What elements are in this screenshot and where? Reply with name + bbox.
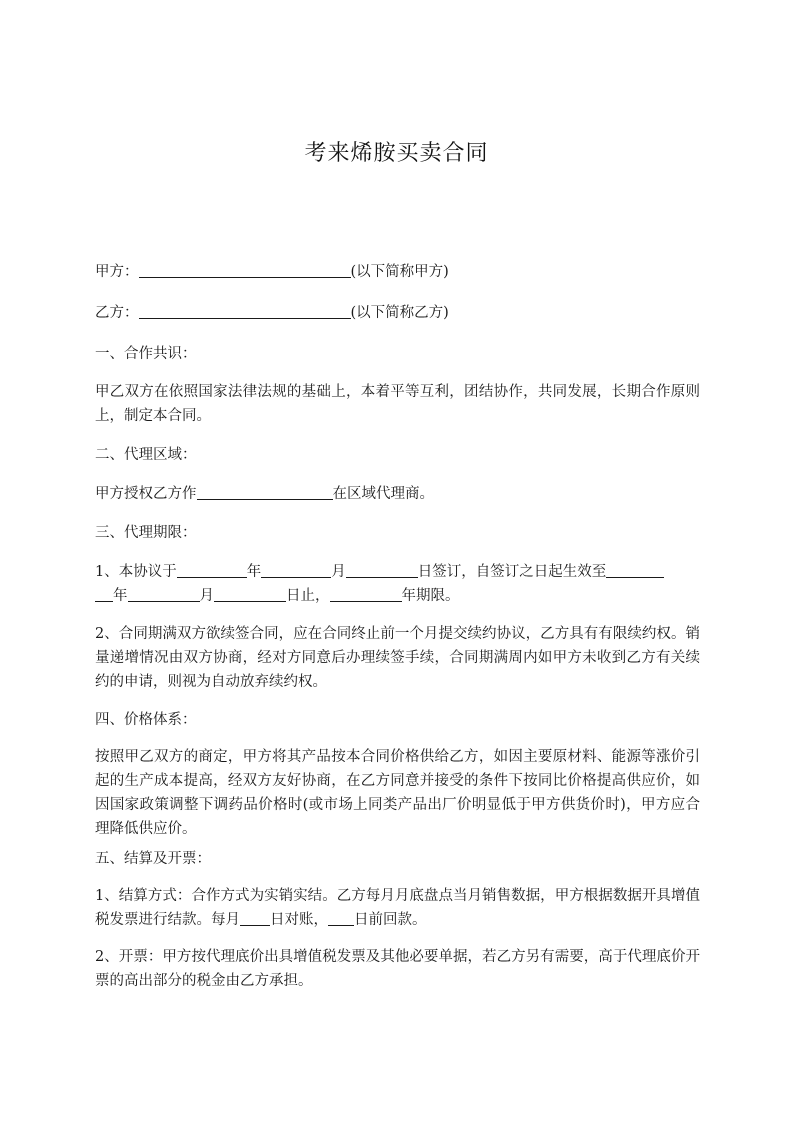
page-title: 考来烯胺买卖合同 [304, 141, 489, 166]
term-text-8: 年期限。 [401, 588, 460, 604]
settlement-text-2: 日对账， [270, 912, 328, 928]
term-clause2: 2、合同期满双方欲续签合同，应在合同终止前一个月提交续约协议，乙方具有有限续约权。销量递增情况由双方协商，经对方同意后办理续签手续，合同期满周内如甲方未收到乙方有关续约的申请，则视为自动放弃续约权。 [95, 626, 700, 690]
end-month-blank [128, 585, 200, 602]
party-b-line [95, 301, 449, 325]
term-text-7: 日止， [286, 588, 330, 604]
term-years-blank [330, 585, 402, 602]
section2-suffix: 在区域代理商。 [332, 486, 434, 502]
term-text-2: 年 [246, 564, 262, 580]
sign-year-blank [177, 561, 247, 578]
term-text-1: 1、本协议于 [95, 564, 177, 580]
reconcile-day-blank [240, 909, 270, 926]
party-b-suffix: (以下简称乙方) [350, 305, 449, 321]
party-a-suffix: (以下简称甲方) [350, 264, 449, 280]
sign-day-blank [346, 561, 418, 578]
sign-month-blank [261, 561, 331, 578]
term-clause1-line2 [95, 584, 460, 608]
section5-heading: 五、结算及开票： [95, 851, 211, 867]
section4-heading: 四、价格体系： [95, 712, 197, 728]
section3-heading: 三、代理期限： [95, 525, 197, 541]
section1-text: 甲乙双方在依照国家法律法规的基础上，本着平等互利，团结协作，共同发展，长期合作原则上，制定本合同。 [95, 384, 700, 424]
party-a-blank [139, 261, 351, 278]
end-year-blank-part1 [606, 561, 664, 578]
term-text-5: 年 [113, 588, 128, 604]
end-day-blank [214, 585, 286, 602]
settlement-text-1: 1、结算方式：合作方式为实销实结。乙方每月月底盘点当月销售数据，甲方根据数据开具增值税发票进行结款。每月 [95, 888, 700, 928]
section2-heading: 二、代理区域： [95, 447, 197, 463]
settlement-clause [95, 884, 700, 932]
region-blank [197, 483, 333, 500]
end-year-blank-part2 [95, 585, 113, 602]
invoice-clause: 2、开票：甲方按代理底价出具增值税发票及其他必要单据，若乙方另有需要，高于代理底价开票的高出部分的税金由乙方承担。 [95, 949, 700, 989]
payment-day-blank [328, 909, 354, 926]
section2-prefix: 甲方授权乙方作 [95, 486, 197, 502]
party-b-label: 乙方： [95, 305, 139, 321]
party-b-blank [139, 302, 351, 319]
party-a-line [95, 260, 449, 284]
section4-text: 按照甲乙双方的商定，甲方将其产品按本合同价格供给乙方，如因主要原材料、能源等涨价引起的生产成本提高，经双方友好协商，在乙方同意并接受的条件下按同比价格提高供应价，如因国家政策调整下调药品价格时(或市场上同类产品出厂价明显低于甲方供货价时)，甲方应合理降低供应价。 [95, 749, 700, 837]
section2-line [95, 482, 434, 506]
term-text-4: 日签订，自签订之日起生效至 [417, 564, 607, 580]
term-text-6: 月 [199, 588, 214, 604]
party-a-label: 甲方： [95, 264, 139, 280]
settlement-text-3: 日前回款。 [354, 912, 427, 928]
term-clause1-line1 [95, 560, 664, 584]
section1-heading: 一、合作共识： [95, 346, 197, 362]
term-text-3: 月 [331, 564, 346, 580]
